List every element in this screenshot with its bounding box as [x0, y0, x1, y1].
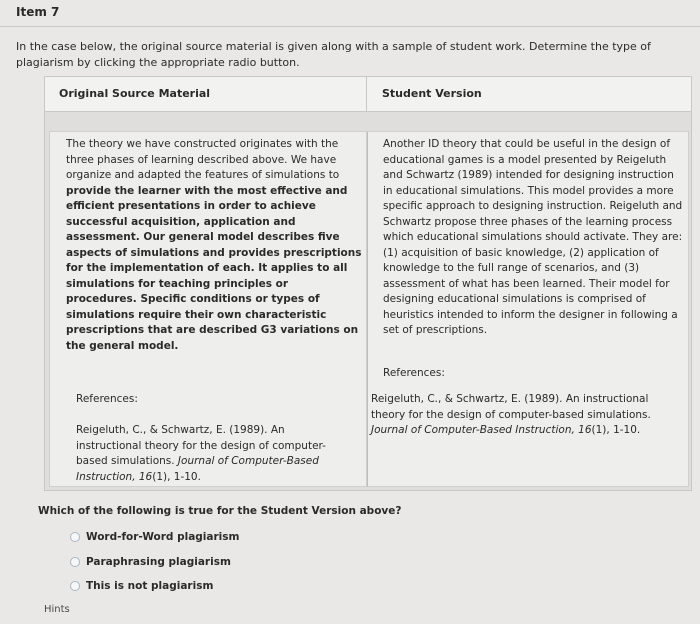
option-not-plagiarism[interactable]	[70, 580, 213, 592]
student-cell	[367, 131, 689, 487]
header-divider	[45, 111, 691, 112]
original-reference-journal: Journal of Computer-Based Instruction, 16	[76, 455, 319, 483]
option-paraphrasing[interactable]	[70, 556, 231, 568]
title-divider	[0, 26, 700, 27]
option-word-for-word[interactable]	[70, 531, 239, 543]
student-reference-journal: Journal of Computer-Based Instruction, 16	[371, 424, 592, 436]
original-reference-tail: (1), 1-10.	[152, 470, 201, 483]
original-text-normal: The theory we have constructed originates with the three phases of learning described above. We have organize and adapted the features of simulations to	[66, 138, 340, 181]
comparison-table	[44, 76, 692, 491]
option-label: Paraphrasing plagiarism	[86, 556, 231, 568]
question-text: Which of the following is true for the Student Version above?	[38, 505, 402, 517]
radio-button[interactable]	[70, 557, 80, 567]
radio-button[interactable]	[70, 532, 80, 542]
instructions-text: In the case below, the original source material is given along with a sample of student work. Determine the type of plagiarism by clicking the appropriate radio button.	[16, 40, 651, 69]
header-student: Student Version	[367, 77, 691, 111]
original-cell	[49, 131, 367, 487]
radio-button[interactable]	[70, 581, 80, 591]
original-reference	[76, 423, 338, 485]
item-title: Item 7	[16, 5, 60, 19]
student-text: Another ID theory that could be useful in the design of educational games is a model presented by Reigeluth and Schwartz (1989) intended for designing instruction in educational simulations. This model provides a more specific approach to designing instruction. Reigeluth and Schwartz propose three phases of the learning process which educational simulations should activate. They are: (1) acquisition of basic knowledge, (2) application of knowledge to the full range of scenarios, and (3) assessment of what has been learned. Their model for designing educational simulations is comprised of heuristics intended to inform the designer in following a set of prescriptions.	[383, 138, 683, 336]
original-text-bold: provide the learner with the most effective and efficient presentations in order to achieve successful acquisition, application and assessment. Our general model describes five aspects of simulations and provides prescriptions for the implementation of each. It applies to all simulations for teaching principles or procedures. Specific conditions or types of simulations require their own characteristic prescriptions that are described G3 variations on the general model.	[66, 184, 362, 352]
header-original: Original Source Material	[45, 77, 367, 111]
student-reference	[371, 392, 671, 439]
hints-link[interactable]: Hints	[44, 604, 70, 615]
option-label: Word-for-Word plagiarism	[86, 531, 240, 543]
student-reference-plain: Reigeluth, C., & Schwartz, E. (1989). An instructional theory for the design of computer-based simulations.	[371, 393, 651, 421]
original-references-label: References:	[76, 393, 138, 405]
student-reference-tail: (1), 1-10.	[591, 424, 641, 436]
option-label: This is not plagiarism	[86, 580, 214, 592]
original-reference-plain: Reigeluth, C., & Schwartz, E. (1989). An instructional theory for the design of computer-based simulations.	[76, 424, 326, 467]
student-references-label: References:	[383, 367, 445, 379]
